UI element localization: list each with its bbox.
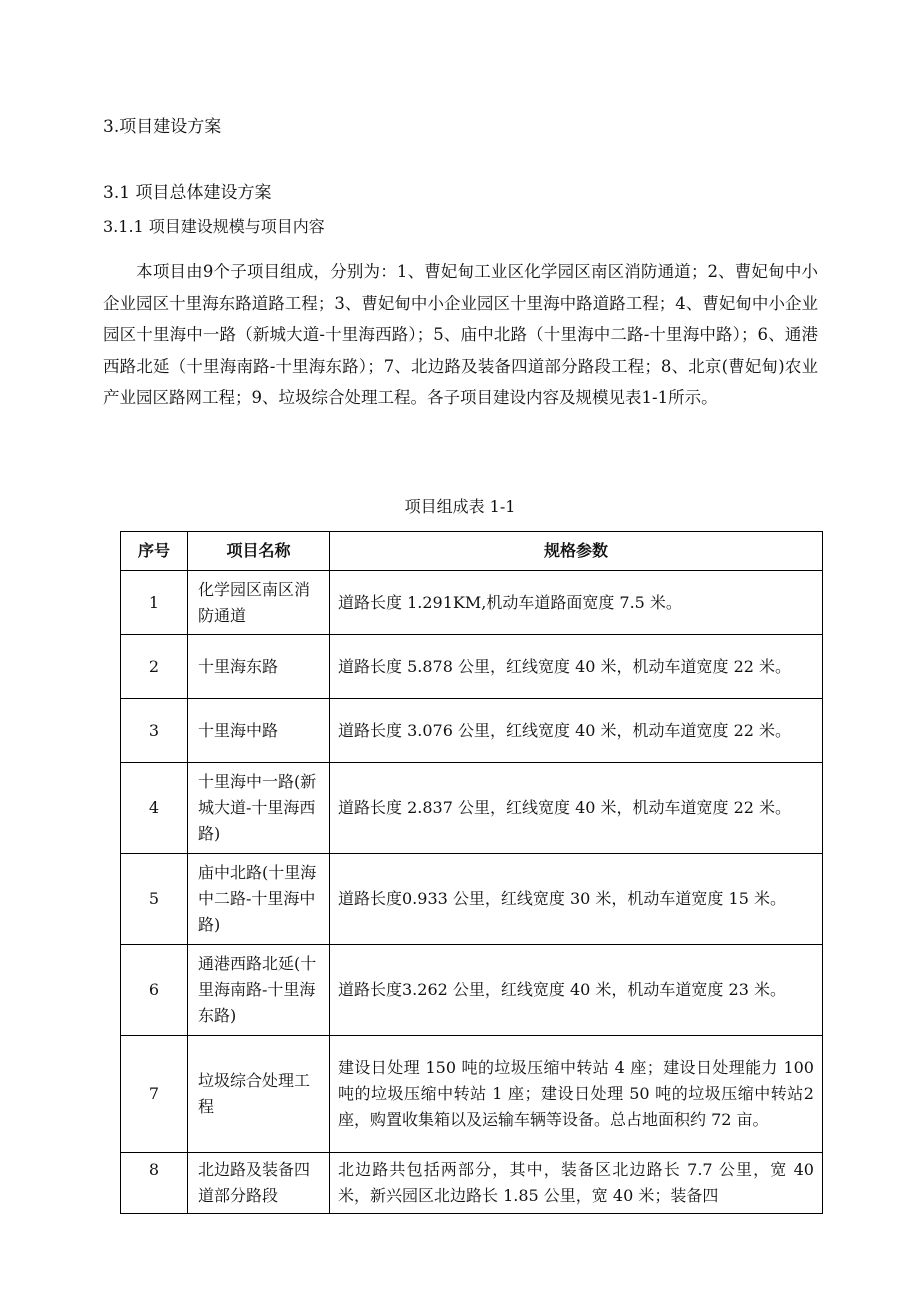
row-number: 7 [121,1036,188,1153]
row-name: 庙中北路(十里海中二路-十里海中路) [188,854,330,945]
row-spec: 道路长度 2.837 公里，红线宽度 40 米，机动车道宽度 22 米。 [330,763,823,854]
body-paragraph [103,256,818,414]
row-number: 1 [121,571,188,635]
table-row [121,1153,823,1214]
table-row [121,854,823,945]
row-spec: 道路长度 1.291KM,机动车道路面宽度 7.5 米。 [330,571,823,635]
row-spec: 道路长度 3.076 公里，红线宽度 40 米，机动车道宽度 22 米。 [330,699,823,763]
section-heading: 3.项目建设方案 [103,117,222,137]
row-name: 十里海中一路(新城大道-十里海西路) [188,763,330,854]
row-number: 4 [121,763,188,854]
paragraph-text: 本项目由9个子项目组成，分别为：1、曹妃甸工业区化学园区南区消防通道；2、曹妃甸中小企业园区十里海东路道路工程；3、曹妃甸中小企业园区十里海中路道路工程；4、曹妃甸中小企业园区十里海中一路（新城大道-十里海西路）；5、庙中北路（十里海中二路-十里海中路）；6、通港西路北延（十里海南路-十里海东路）；7、北边路及装备四道部分路段工程；8、北京(曹妃甸)农业产业园区路网工程；9、垃圾综合处理工程。各子项目建设内容及规模见表1-1所示。 [103,262,818,407]
table-row [121,763,823,854]
row-name: 十里海东路 [188,635,330,699]
row-name: 北边路及装备四道部分路段 [188,1153,330,1214]
row-spec: 道路长度 5.878 公里，红线宽度 40 米，机动车道宽度 22 米。 [330,635,823,699]
row-number: 3 [121,699,188,763]
row-name: 化学园区南区消防通道 [188,571,330,635]
row-spec: 北边路共包括两部分，其中，装备区北边路长 7.7 公里，宽 40 米，新兴园区北边路长 1.85 公里，宽 40 米；装备四 [330,1153,823,1214]
row-name: 十里海中路 [188,699,330,763]
row-spec: 建设日处理 150 吨的垃圾压缩中转站 4 座；建设日处理能力 100 吨的垃圾压缩中转站 1 座；建设日处理 50 吨的垃圾压缩中转站2座，购置收集箱以及运输车辆等设备。总占地面积约 72 亩。 [330,1036,823,1153]
row-number: 2 [121,635,188,699]
row-spec: 道路长度0.933 公里，红线宽度 30 米，机动车道宽度 15 米。 [330,854,823,945]
row-name: 垃圾综合处理工程 [188,1036,330,1153]
table-row [121,571,823,635]
table-row [121,945,823,1036]
row-spec: 道路长度3.262 公里，红线宽度 40 米，机动车道宽度 23 米。 [330,945,823,1036]
row-name: 通港西路北延(十里海南路-十里海东路) [188,945,330,1036]
header-name: 项目名称 [188,532,330,571]
subsubsection-heading: 3.1.1 项目建设规模与项目内容 [103,217,325,236]
subsection-heading: 3.1 项目总体建设方案 [103,183,272,203]
table-header-row [121,532,823,571]
table-row [121,635,823,699]
row-number: 5 [121,854,188,945]
header-no: 序号 [121,532,188,571]
table-caption: 项目组成表 1-1 [404,497,516,516]
row-number: 8 [121,1153,188,1214]
row-number: 6 [121,945,188,1036]
table-row [121,699,823,763]
table-row [121,1036,823,1153]
header-spec: 规格参数 [330,532,823,571]
project-table [120,531,823,1214]
